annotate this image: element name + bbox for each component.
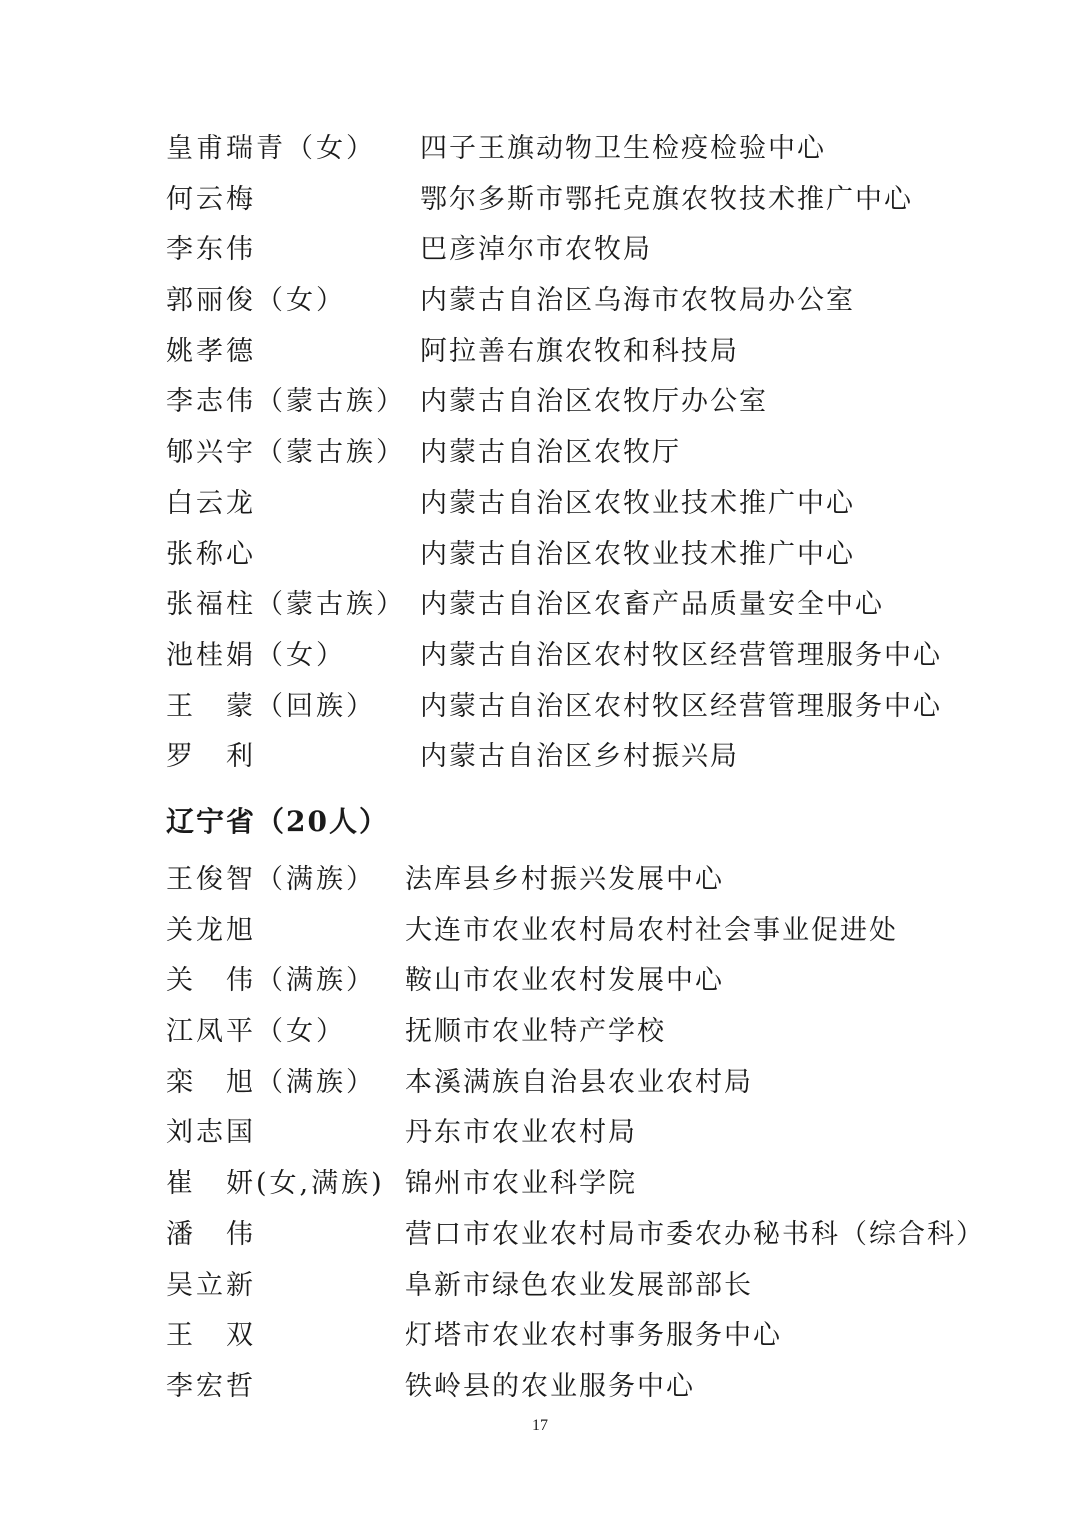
list-item — [0, 1210, 1080, 1261]
organization: 内蒙古自治区农牧厅 — [420, 437, 681, 469]
organization: 四子王旗动物卫生检疫检验中心 — [420, 133, 826, 164]
person-name: 江凤平（女） — [166, 1016, 346, 1048]
organization: 铁岭县的农业服务中心 — [405, 1370, 695, 1402]
list-item — [0, 1108, 1080, 1159]
organization: 营口市农业农村局市委农办秘书科（综合科） — [405, 1218, 985, 1250]
list-item — [0, 530, 1080, 581]
organization: 灯塔市农业农村事务服务中心 — [405, 1320, 782, 1352]
organization: 内蒙古自治区乌海市农牧局办公室 — [420, 285, 855, 317]
organization: 鄂尔多斯市鄂托克旗农牧技术推广中心 — [420, 183, 913, 215]
organization: 巴彦淖尔市农牧局 — [420, 234, 652, 266]
person-name: 王俊智（满族） — [166, 864, 376, 895]
liaoning-list — [0, 855, 1080, 1413]
organization: 抚顺市农业特产学校 — [405, 1016, 666, 1048]
list-item — [0, 1311, 1080, 1362]
list-item — [0, 631, 1080, 682]
person-name: 关 伟（满族） — [166, 965, 376, 997]
organization: 阿拉善右旗农牧和科技局 — [420, 335, 739, 367]
list-item — [0, 956, 1080, 1007]
person-name: 崔 妍(女,满族) — [166, 1168, 385, 1200]
person-name: 关龙旭 — [166, 914, 256, 946]
person-name: 李志伟（蒙古族） — [166, 386, 406, 418]
list-item — [0, 428, 1080, 479]
list-item — [0, 225, 1080, 276]
person-name: 何云梅 — [166, 183, 256, 215]
organization: 本溪满族自治县农业农村局 — [405, 1066, 753, 1098]
list-item — [0, 580, 1080, 631]
list-item — [0, 377, 1080, 428]
list-item — [0, 732, 1080, 783]
person-name: 李宏哲 — [166, 1370, 256, 1402]
person-name: 郭丽俊（女） — [166, 285, 346, 317]
organization: 大连市农业农村局农村社会事业促进处 — [405, 914, 898, 946]
organization: 内蒙古自治区农牧厅办公室 — [420, 386, 768, 418]
person-name: 皇甫瑞青（女） — [166, 133, 376, 164]
person-name: 白云龙 — [166, 487, 256, 519]
list-item — [0, 1058, 1080, 1109]
list-item — [0, 855, 1080, 906]
inner-mongolia-list — [0, 124, 1080, 783]
section-heading-liaoning: 辽宁省（20人） — [166, 805, 389, 838]
person-name: 张福柱（蒙古族） — [166, 589, 406, 621]
list-item — [0, 175, 1080, 226]
organization: 法库县乡村振兴发展中心 — [405, 864, 724, 895]
page-number: 17 — [532, 1417, 548, 1434]
person-name: 张称心 — [166, 538, 256, 570]
list-item — [0, 682, 1080, 733]
person-name: 李东伟 — [166, 234, 256, 266]
list-item — [0, 906, 1080, 957]
list-item — [0, 479, 1080, 530]
organization: 内蒙古自治区农村牧区经营管理服务中心 — [420, 639, 942, 671]
person-name: 王 蒙（回族） — [166, 690, 376, 722]
person-name: 姚孝德 — [166, 335, 256, 367]
organization: 鞍山市农业农村发展中心 — [405, 965, 724, 997]
organization: 阜新市绿色农业发展部部长 — [405, 1269, 753, 1301]
list-item — [0, 327, 1080, 378]
person-name: 罗 利 — [166, 741, 256, 773]
organization: 内蒙古自治区农牧业技术推广中心 — [420, 538, 855, 570]
organization: 锦州市农业科学院 — [405, 1168, 637, 1200]
person-name: 刘志国 — [166, 1117, 256, 1149]
person-name: 王 双 — [166, 1320, 256, 1352]
person-name: 栾 旭（满族） — [166, 1066, 376, 1098]
organization: 内蒙古自治区乡村振兴局 — [420, 741, 739, 773]
organization: 内蒙古自治区农牧业技术推广中心 — [420, 487, 855, 519]
list-item — [0, 1159, 1080, 1210]
organization: 内蒙古自治区农村牧区经营管理服务中心 — [420, 690, 942, 722]
list-item — [0, 1261, 1080, 1312]
list-item — [0, 276, 1080, 327]
list-item — [0, 124, 1080, 175]
list-item — [0, 1362, 1080, 1413]
person-name: 潘 伟 — [166, 1218, 256, 1250]
person-name: 吴立新 — [166, 1269, 256, 1301]
organization: 丹东市农业农村局 — [405, 1117, 637, 1149]
list-item — [0, 1007, 1080, 1058]
person-name: 池桂娟（女） — [166, 639, 346, 671]
organization: 内蒙古自治区农畜产品质量安全中心 — [420, 589, 884, 621]
person-name: 郇兴宇（蒙古族） — [166, 437, 406, 469]
